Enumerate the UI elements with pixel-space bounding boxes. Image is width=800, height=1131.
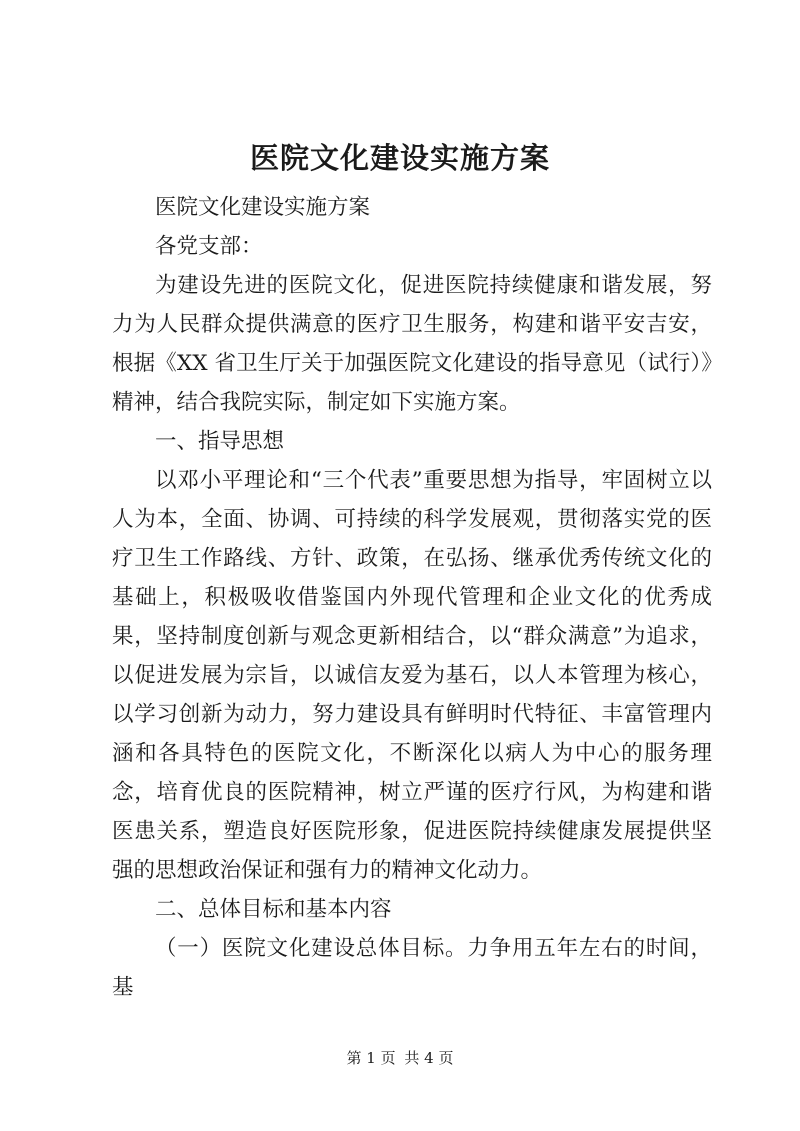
document-title: 医院文化建设实施方案 bbox=[249, 141, 550, 175]
section-heading-guiding-ideology: 一、指导思想 bbox=[155, 429, 285, 454]
intro-paragraph: 为建设先进的医院文化，促进医院持续健康和谐发展，努力为人民群众提供满意的医疗卫生服务，构建和谐平安吉安，根据《XX 省卫生厅关于加强医院文化建设的指导意见（试行）》精神，结合我院实际，制定如下实施方案。 bbox=[112, 273, 712, 415]
overall-goal-item-paragraph: （一）医院文化建设总体目标。力争用五年左右的时间，基 bbox=[112, 936, 712, 1000]
section-heading-overall-goals: 二、总体目标和基本内容 bbox=[155, 897, 392, 922]
page-total: 共 4 页 bbox=[404, 1049, 454, 1067]
subtitle-paragraph: 医院文化建设实施方案 bbox=[155, 195, 371, 220]
guiding-ideology-paragraph: 以邓小平理论和“三个代表”重要思想为指导，牢固树立以人为本，全面、协调、可持续的科学发展观，贯彻落实党的医疗卫生工作路线、方针、政策，在弘扬、继承优秀传统文化的基础上，积极吸收借鉴国内外现代管理和企业文化的优秀成果，坚持制度创新与观念更新相结合，以“群众满意”为追求，以促进发展为宗旨，以诚信友爱为基石，以人本管理为核心，以学习创新为动力，努力建设具有鲜明时代特征、丰富管理内涵和各具特色的医院文化，不断深化以病人为中心的服务理念，培育优良的医院精神，树立严谨的医疗行风，为构建和谐医患关系，塑造良好医院形象，促进医院持续健康发展提供坚强的思想政治保证和强有力的精神文化动力。 bbox=[112, 468, 712, 883]
page-footer bbox=[0, 1048, 800, 1068]
page-number: 第 1 页 bbox=[346, 1049, 396, 1067]
salutation-paragraph: 各党支部： bbox=[155, 234, 263, 259]
document-body bbox=[112, 188, 712, 1007]
